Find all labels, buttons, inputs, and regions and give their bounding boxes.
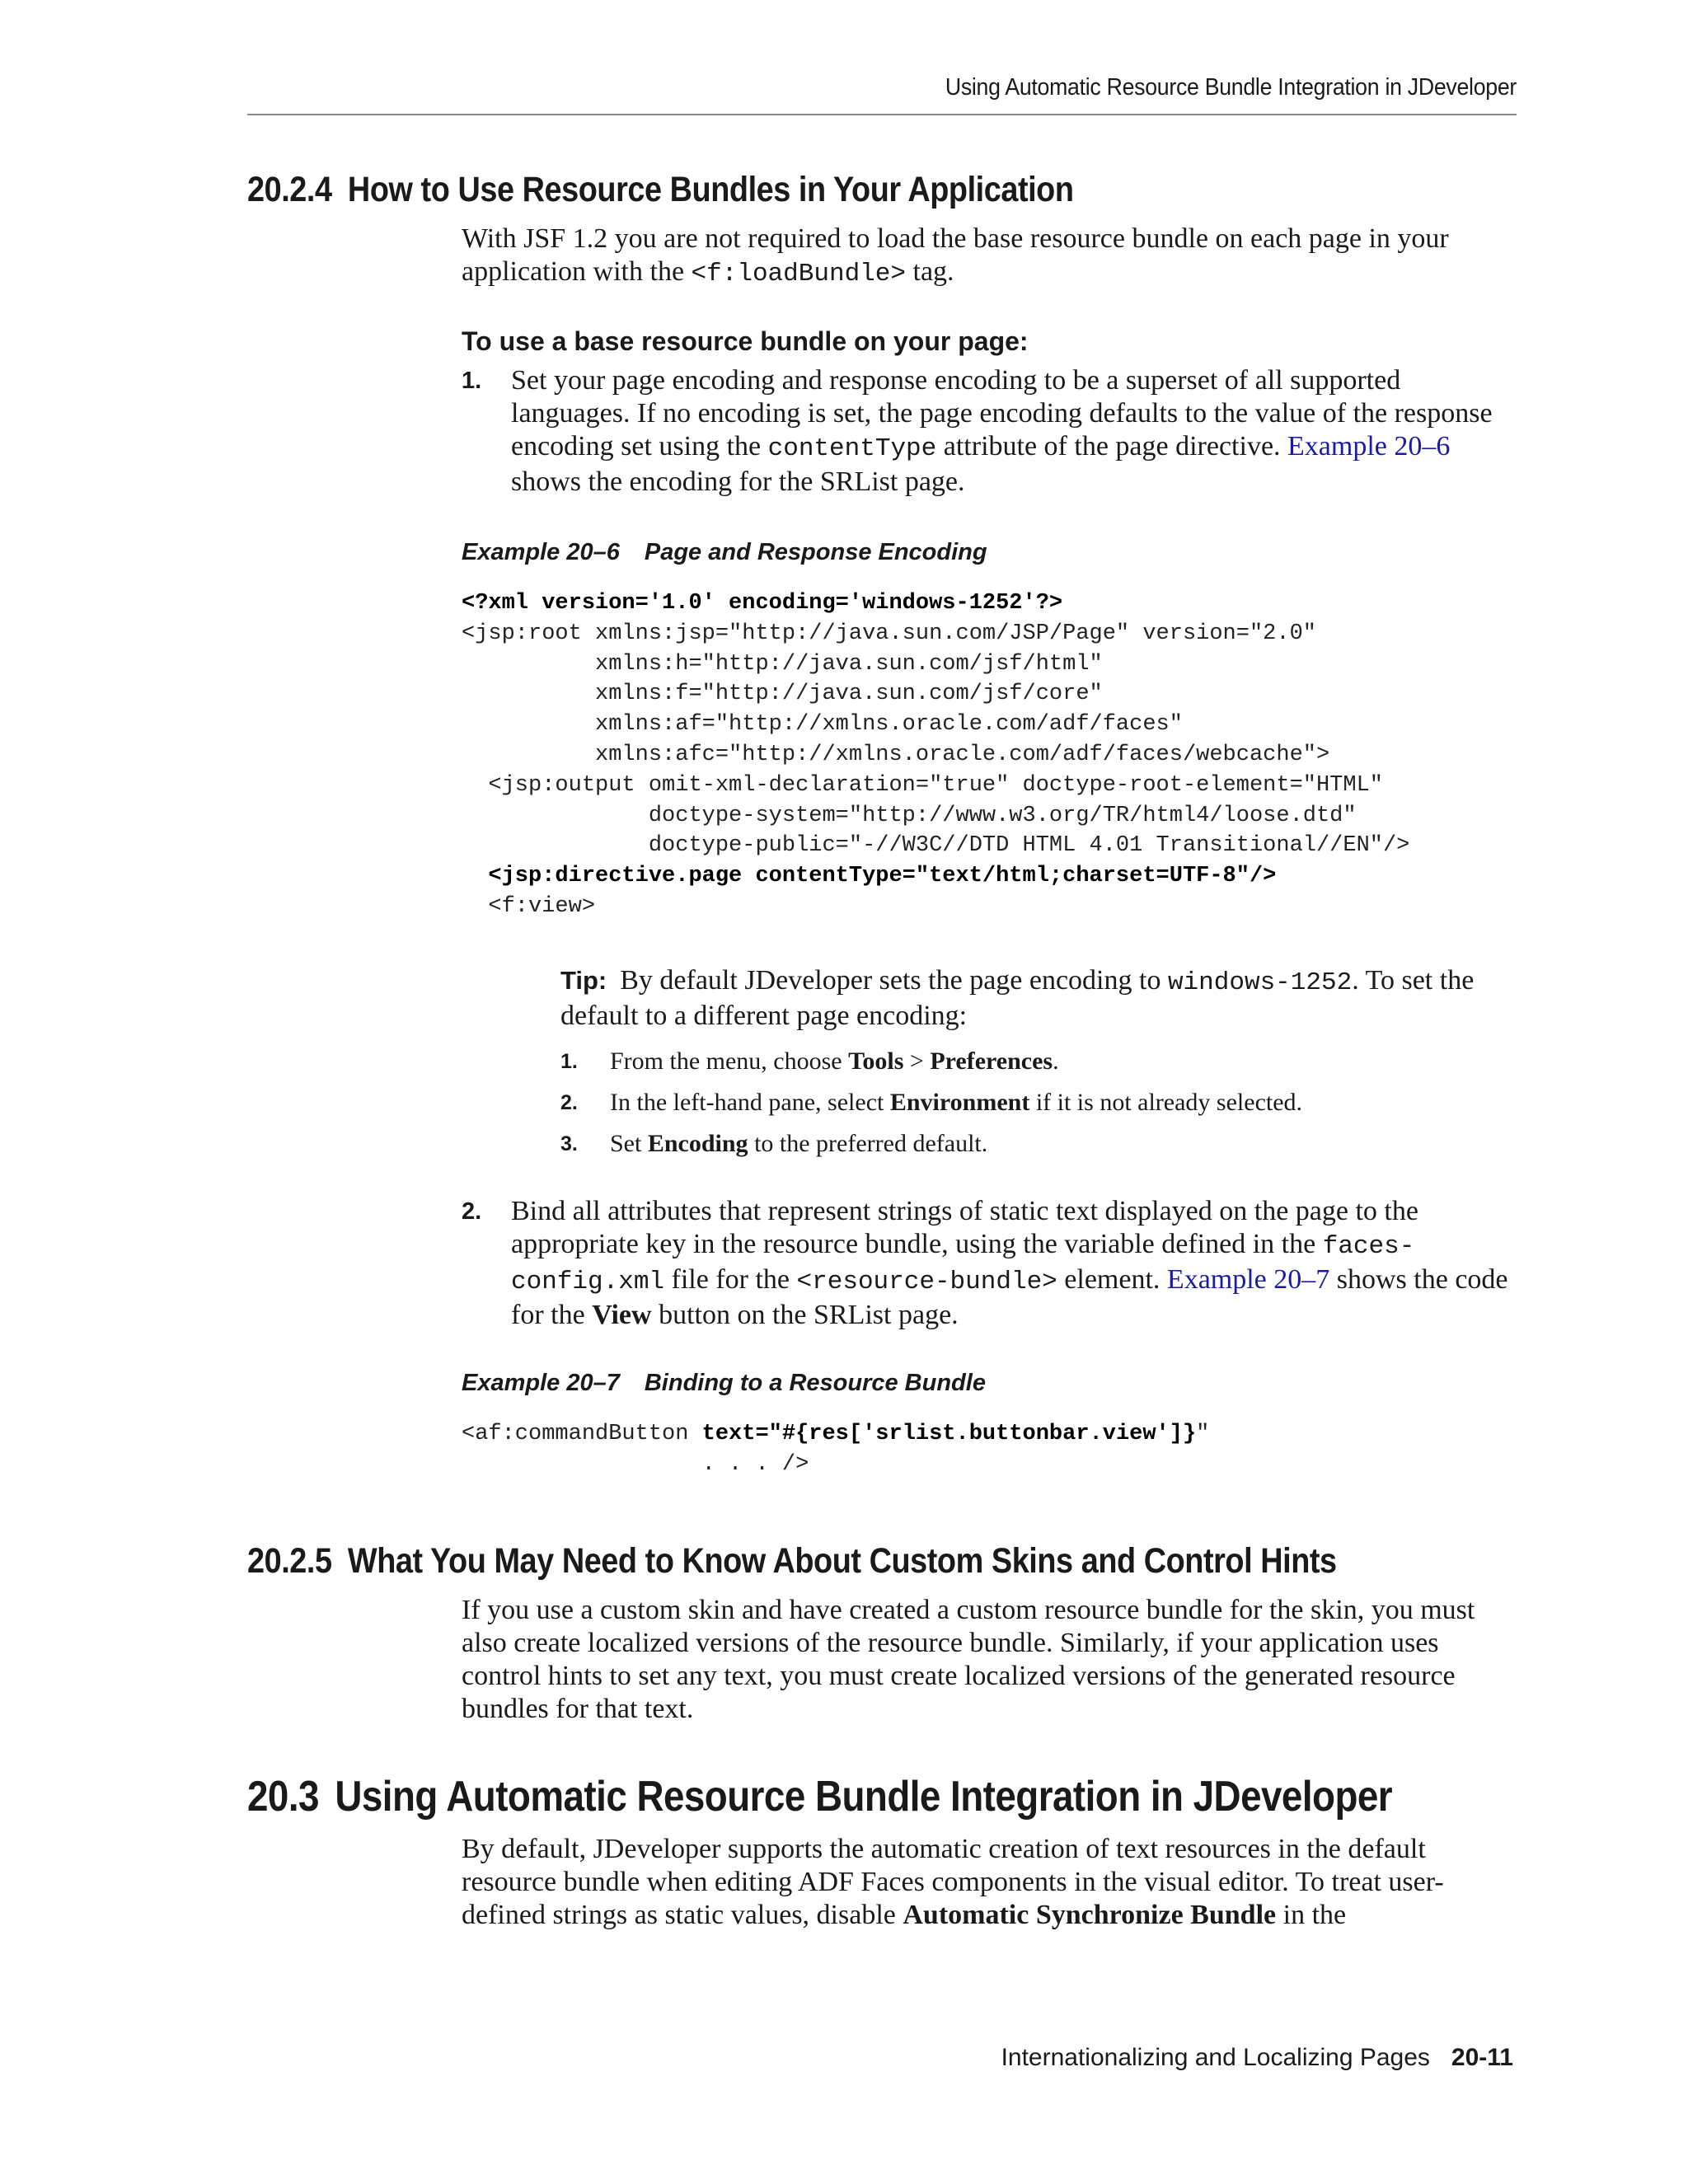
code-line: xmlns:af="http://xmlns.oracle.com/adf/faces" (462, 712, 1183, 738)
page-footer (1001, 2044, 1513, 2072)
section-20-2-5-paragraph: If you use a custom skin and have created a custom resource bundle for the skin, you must also create localized versions of the resource bundle. Similarly, if your application uses control hints to set any text, you must create localized versions of the generated resource bundles for that text. (462, 1595, 1475, 1724)
ui-term: Encoding (647, 1130, 748, 1157)
page-number: 20-11 (1451, 2044, 1513, 2071)
code-line: xmlns:afc="http://xmlns.oracle.com/adf/faces/webcache"> (462, 742, 1330, 767)
section-number: 20.2.4 (247, 170, 332, 209)
example-20-7-link[interactable]: Example 20–7 (1166, 1264, 1330, 1295)
tip-box (560, 964, 1508, 1033)
ui-term: Tools (848, 1047, 904, 1075)
step-text-c: to the preferred default. (748, 1130, 988, 1157)
example-20-7-title (462, 1370, 986, 1397)
ui-term: Environment (889, 1089, 1030, 1116)
code-line: <f:view> (462, 893, 596, 919)
procedure-title: To use a base resource bundle on your page: (462, 326, 1029, 356)
step-text (511, 364, 1525, 499)
section-number: 20.2.5 (247, 1541, 332, 1581)
ui-term: View (592, 1300, 652, 1330)
code-line: <?xml version='1.0' encoding='windows-1252'?> (462, 591, 1063, 616)
section-title: What You May Need to Know About Custom Skins and Control Hints (347, 1541, 1337, 1581)
step-number: 2. (560, 1091, 578, 1114)
inline-code: contentType (767, 434, 937, 463)
step-number: 2. (462, 1198, 482, 1225)
code-line: <jsp:root xmlns:jsp="http://java.sun.com/JSP/Page" version="2.0" (462, 621, 1316, 646)
step-text-c: . (1053, 1047, 1059, 1075)
tip-step-3 (560, 1129, 1508, 1159)
intro-text-end: tag. (906, 256, 954, 287)
section-title: How to Use Resource Bundles in Your Application (347, 170, 1074, 209)
step-text-e: button on the SRList page. (651, 1300, 959, 1330)
header-rule (247, 114, 1517, 115)
step-text-a: From the menu, choose (610, 1047, 849, 1075)
step-text (511, 1195, 1525, 1332)
section-number: 20.3 (247, 1773, 319, 1821)
step-text-c: if it is not already selected. (1029, 1089, 1303, 1116)
tip-label: Tip: (560, 966, 607, 995)
section-title: Using Automatic Resource Bundle Integration in JDeveloper (335, 1773, 1393, 1821)
inline-code: <f:loadBundle> (691, 260, 906, 288)
step-text-b: file for the (664, 1264, 797, 1295)
example-20-6-title (462, 539, 987, 566)
step-text-b: attribute of the page directive. (936, 431, 1288, 462)
code-fragment-bold: text="#{res['srlist.buttonbar.view']} (701, 1422, 1197, 1446)
example-label: Example 20–6 (462, 539, 620, 565)
code-line: . . . /> (462, 1451, 809, 1477)
step-number: 1. (462, 368, 482, 394)
code-block-20-7 (462, 1419, 1209, 1480)
step-text (610, 1088, 1508, 1118)
step-text-a: Set (610, 1130, 648, 1157)
running-header: Using Automatic Resource Bundle Integration in JDeveloper (945, 74, 1517, 101)
section-heading-20-2-5 (247, 1541, 1337, 1582)
code-block-20-6 (462, 588, 1409, 922)
example-title: Page and Response Encoding (644, 539, 987, 565)
code-line: <jsp:directive.page contentType="text/html;charset=UTF-8"/> (462, 864, 1277, 889)
step-text-a: Bind all attributes that represent strings of static text displayed on the page to the appropriate key in the resource bundle, using the variable defined in the (511, 1196, 1418, 1259)
code-line (462, 1419, 1209, 1450)
tip-step-1 (560, 1047, 1508, 1076)
intro-text: With JSF 1.2 you are not required to load the base resource bundle on each page in your application with the (462, 223, 1449, 287)
ui-term: Automatic Synchronize Bundle (903, 1900, 1277, 1930)
code-line: <jsp:output omit-xml-declaration="true" doctype-root-element="HTML" (462, 772, 1383, 798)
example-title: Binding to a Resource Bundle (644, 1370, 986, 1396)
code-line: doctype-system="http://www.w3.org/TR/html4/loose.dtd" (462, 803, 1357, 828)
tip-step-2 (560, 1088, 1508, 1118)
tip-text-end: . To set the default to a different page encoding: (560, 965, 1475, 1031)
step-number: 3. (560, 1132, 578, 1155)
step-text-c: shows the encoding for the SRList page. (511, 466, 965, 497)
inline-code: windows-1252 (1167, 968, 1353, 997)
section-heading-20-2-4 (247, 170, 1074, 210)
tip-text: By default JDeveloper sets the page encoding to (620, 965, 1168, 996)
section-heading-20-3 (247, 1772, 1392, 1821)
example-label: Example 20–7 (462, 1370, 620, 1396)
example-20-6-link[interactable]: Example 20–6 (1287, 431, 1451, 462)
step-1 (462, 364, 1525, 499)
paragraph-text: By default, JDeveloper supports the automatic creation of text resources in the default resource bundle when editing ADF Faces components in the visual editor. To treat user-defined strings as static values, disable (462, 1834, 1444, 1930)
ui-term: Preferences (930, 1047, 1053, 1075)
paragraph-text-end: in the (1276, 1900, 1347, 1930)
intro-paragraph (462, 223, 1525, 291)
section-20-3-paragraph (462, 1833, 1525, 1932)
step-text (610, 1129, 1508, 1159)
step-text-c: element. (1057, 1264, 1167, 1295)
code-line: xmlns:f="http://java.sun.com/jsf/core" (462, 682, 1103, 707)
step-text-a: Set your page encoding and response encoding to be a superset of all supported languages. If no encoding is set, the page encoding defaults to the value of the response encoding set using the (511, 365, 1493, 462)
code-fragment: <af:commandButton (462, 1422, 702, 1446)
step-text-sep: > (903, 1047, 931, 1075)
step-text (610, 1047, 1508, 1076)
step-2 (462, 1195, 1525, 1332)
step-text-d: shows the code for the (511, 1264, 1508, 1330)
inline-code: <resource-bundle> (796, 1268, 1057, 1296)
step-text-a: In the left-hand pane, select (610, 1089, 890, 1116)
inline-code: faces-config.xml (511, 1232, 1415, 1296)
footer-title: Internationalizing and Localizing Pages (1001, 2044, 1430, 2071)
code-fragment: " (1196, 1422, 1210, 1446)
code-line: xmlns:h="http://java.sun.com/jsf/html" (462, 651, 1103, 677)
step-number: 1. (560, 1050, 578, 1073)
code-line: doctype-public="-//W3C//DTD HTML 4.01 Transitional//EN"/> (462, 833, 1410, 859)
